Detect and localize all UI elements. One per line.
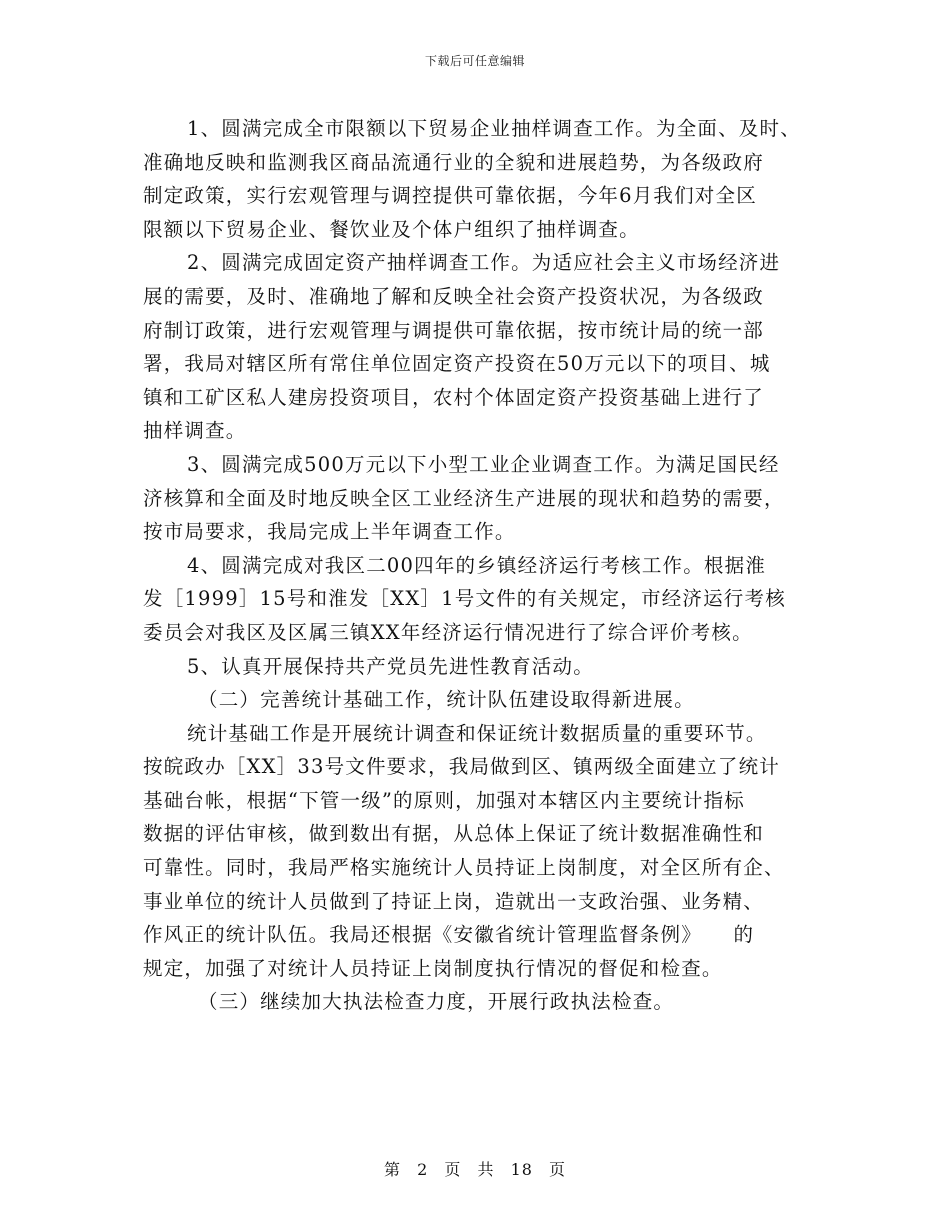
section-heading: （二）完善统计基础工作，统计队伍建设取得新进展。 [198, 688, 695, 712]
text-line: 按皖政办［XX］33号文件要求，我局做到区、镇两级全面建立了统计 [143, 755, 780, 779]
text-line: 1、圆满完成全市限额以下贸易企业抽样调查工作。为全面、及时、 [187, 117, 801, 140]
text-line: 限额以下贸易企业、餐饮业及个体户组织了抽样调查。 [143, 217, 640, 241]
text-line: 作风正的统计队伍。我局还根据《安徽省统计管理监督条例》 的 [143, 923, 755, 947]
text-line: 可靠性。同时，我局严格实施统计人员持证上岗制度，对全区所有企、 [143, 856, 785, 880]
text-line: 数据的评估审核，做到数出有据，从总体上保证了统计数据准确性和 [143, 822, 765, 846]
page-prefix: 第 [383, 1160, 401, 1179]
text-line: 规定，加强了对统计人员持证上岗制度执行情况的督促和检查。 [143, 956, 723, 980]
text-line: 济核算和全面及时地反映全区工业经济生产进展的现状和趋势的需要， [143, 486, 785, 510]
text-line: 5、认真开展保持共产党员先进性教育活动。 [187, 654, 594, 678]
text-line: 展的需要，及时、准确地了解和反映全社会资产投资状况，为各级政 [143, 284, 765, 308]
body-text [143, 112, 815, 1019]
page-mid: 页 [444, 1160, 462, 1179]
text-line: 2、圆满完成固定资产抽样调查工作。为适应社会主义市场经济进 [187, 251, 781, 275]
text-line: 3、圆满完成500万元以下小型工业企业调查工作。为满足国民经 [187, 452, 780, 476]
text-line: 基础台帐，根据“下管一级”的原则，加强对本辖区内主要统计指标 [143, 788, 745, 812]
page-footer [0, 1157, 950, 1180]
text-line: 委员会对我区及区属三镇XX年经济运行情况进行了综合评价考核。 [143, 620, 753, 644]
text-line: 镇和工矿区私人建房投资项目，农村个体固定资产投资基础上进行了 [143, 385, 765, 409]
text-line: 统计基础工作是开展统计调查和保证统计数据质量的重要环节。 [187, 721, 767, 745]
section-heading: （三）继续加大执法检查力度，开展行政执法检查。 [198, 990, 675, 1014]
text-line: 府制订政策，进行宏观管理与调提供可靠依据，按市统计局的统一部 [143, 318, 765, 342]
page-suffix: 页 [549, 1160, 567, 1179]
page-number: 2 [417, 1160, 429, 1179]
text-line: 按市局要求，我局完成上半年调查工作。 [143, 520, 516, 544]
total-pages: 18 [510, 1160, 533, 1179]
text-line: 4、圆满完成对我区二00四年的乡镇经济运行考核工作。根据淮 [187, 553, 767, 577]
text-line: 发［1999］15号和淮发［XX］1号文件的有关规定，市经济运行考核 [143, 587, 786, 611]
text-line: 制定政策，实行宏观管理与调控提供可靠依据，今年6月我们对全区 [143, 184, 757, 208]
page-header: 下载后可任意编辑 [424, 54, 525, 68]
text-line: 抽样调查。 [143, 419, 247, 443]
total-prefix: 共 [477, 1160, 495, 1179]
text-line: 事业单位的统计人员做到了持证上岗，造就出一支政治强、业务精、 [143, 889, 765, 913]
text-line: 准确地反映和监测我区商品流通行业的全貌和进展趋势，为各级政府 [143, 150, 765, 174]
text-line: 署，我局对辖区所有常住单位固定资产投资在50万元以下的项目、城 [143, 352, 771, 376]
